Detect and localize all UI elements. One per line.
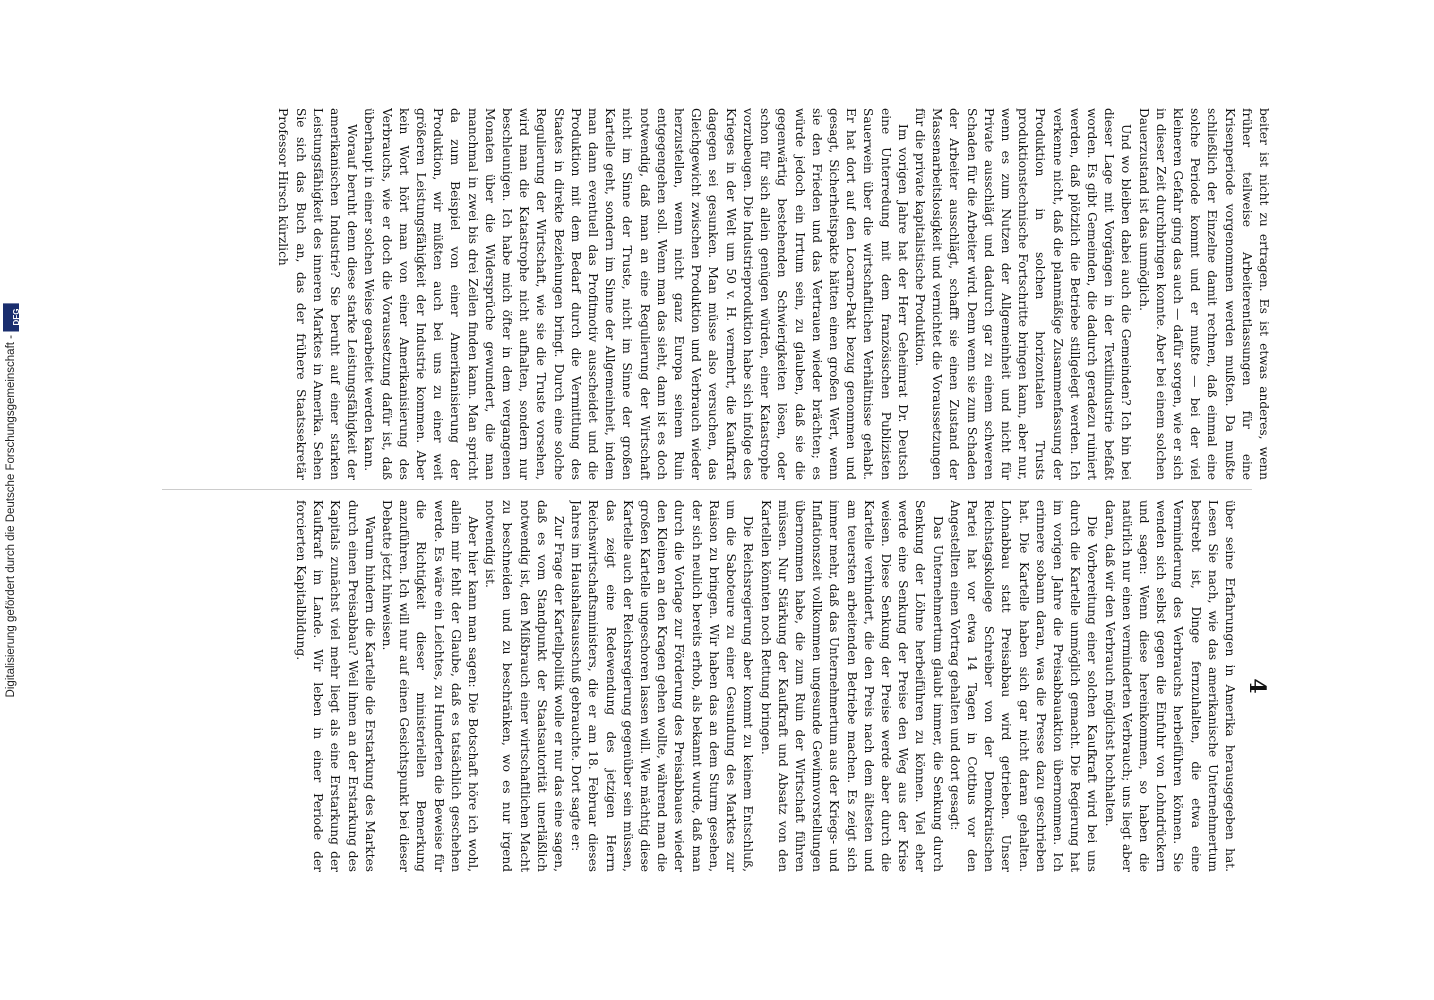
paragraph: Im vorigen Jahre hat der Herr Geheimrat Dr. Deutsch eine Unterredung mit dem französischen Publizisten Sauerwein über die wirtschaftlichen Verhältnisse gehabt. Er hat dort auf den Locarno-Pakt bezug genommen und gesagt, Sicherheitspakte hätten einen großen Wert, wenn sie den Frieden und das Vertrauen wieder brächten; es würde jedoch ein Irrtum sein, zu glauben, daß sie die gegenwärtig bestehenden Schwierigkeiten lösen, oder schon für sich allein genügen würden, einer Katastrophe vorzubeugen. Die Industrieproduktion habe sich infolge des Krieges in der Welt um 50 v. H. vermehrt, die Kaufkraft dagegen sei gesunken. Man müsse also versuchen, das Gleichgewicht zwischen Produktion und Verbrauch wieder herzustellen, wenn nicht ganz Europa seinem Ruin entgegengehen soll. Wenn man das sieht, dann ist es doch notwendig, daß man an eine Regulierung der Wirtschaft nicht im Sinne der Truste, nicht im Sinne der großen Kartelle geht, sondern im Sinne der Allgemeinheit, indem man dann eventuell das Profitmotiv ausscheidet und die Produktion mit dem Bedarf durch die Vermittlung des Staates in direkte Beziehungen bringt. Durch eine solche Regulierung der Wirtschaft, wie sie die Truste vorsehen, wird man die Katastrophe nicht aufhalten, sondern nur beschleunigen. Ich habe mich öfter in dem vergangenen Monaten über die Widersprüche gewundert, die man manchmal in zwei bis drei Zeilen finden kann. Man spricht da zum Beispiel von einer Amerikanisierung der Produktion, wir müßten auch bei uns zu einer weit größeren Leistungsfähigkeit der Industrie kommen. Aber kein Wort hört man von einer Amerikanisierung des Verbrauchs, wie er doch die Voraussetzung dafür ist, daß überhaupt in einer solchen Weise gearbeitet werden kann. <box>362 108 910 480</box>
paragraph: Die Reichsregierung aber kommt zu keinem Entschluß, um die Saboteure zu einer Gesundung des Marktes zur Raison zu bringen. Wir haben das an dem Sturm gesehen, der sich neulich bereits erhob, als bekannt wurde, daß man durch die Vorlage zur Förderung des Preisabbaues wieder den Kleinen an den Kragen gehen wollte, während man die großen Kartelle ungeschoren lassen will. Wie mächtig diese Kartelle auch der Reichsregierung gegenüber sein müssen, das zeigt eine Redewendung des jetzigen Herrn Reichswirtschaftsministers, die er am 18. Februar dieses Jahres im Haushaltsausschuß gebrauchte. Dort sagte er: <box>569 500 756 872</box>
paragraph: Und wo bleiben dabei auch die Gemeinden? Ich bin bei dieser Lage mit Vorgängen in der Textilindustrie befaßt worden. Es gibt Gemeinden, die dadurch geradezu ruiniert werden, daß plötzlich die Betriebe stillgelegt werden. Ich verkenne nicht, daß die planmäßige Zusammenfassung der Produktion in solchen horizontalen Trusts produktionstechnische Fortschritte bringen kann, aber nur, wenn es zum Nutzen der Allgemeinheit und nicht für Private ausschlägt und dadurch gar zu einem schweren Schaden für die Arbeiter wird. Denn wenn sie zum Schaden der Arbeiter ausschlägt, schafft sie einen Zustand der Massenarbeitslosigkeit und vernichtet die Voraussetzungen für die private kapitalistische Produktion. <box>912 108 1134 480</box>
digitization-credit <box>2 8 20 992</box>
right-column <box>147 500 1272 872</box>
paragraph: Das Unternehmertum glaubt immer, die Senkung durch Senkung der Löhne herbeiführen zu können. Viel eher werde eine Senkung der Preise den Weg aus der Krise weisen. Diese Senkung der Preise werde aber durch die Kartelle verhindert, die den Preis nach dem ältesten und am teuersten arbeitenden Betriebe machen. Es zeigt sich immer mehr, daß das Unternehmertum aus der Kriegs- und Inflationszeit vollkommen ungesunde Gewinnvorstellungen übernommen habe, die zum Ruin der Wirtschaft führen müssen. Nur Stärkung der Kaufkraft und Absatz von den Kartellen könnten noch Rettung bringen. <box>758 500 945 872</box>
paragraph: über seine Erfahrungen in Amerika herausgegeben hat. Lesen Sie nach, wie das amerikanische Unternehmertum bestrebt ist, Dinge fernzuhalten, die etwa eine Verminderung des Verbrauchs herbeiführen können. Sie wenden sich selbst gegen die Einfuhr von Lohndrückern und sagen: Wenn diese hereinkommen, so haben die natürlich nur einen verminderten Verbrauch; uns liegt aber daran, daß wir den Verbrauch möglichst hochhalten. <box>1102 500 1237 872</box>
paragraph: Aber hier kann man sagen: Die Botschaft höre ich wohl, allein mir fehlt der Glaube, daß es tatsächlich geschehen werde. Es wäre ein Leichtes, zu Hunderten die Beweise für die Richtigkeit dieser ministeriellen Bemerkung anzuführen. Ich will nur auf einen Gesichtspunkt bei dieser Debatte jetzt hinweisen. <box>380 500 481 872</box>
page-number: 4 <box>1244 678 1270 694</box>
left-column <box>147 108 1272 480</box>
paragraph: beiter ist nicht zu ertragen. Es ist etwas anderes, wenn früher teilweise Arbeiterentlassungen für eine Krisenperiode vorgenommen werden mußten. Da mußte schließlich der Einzelne damit rechnen, daß einmal eine solche Periode kommt und er mußte — bei der viel kleineren Gefahr ging das auch — dafür sorgen, wie er sich in dieser Zeit durchbringen konnte. Aber bei einem solchen Dauerzustand ist das unmöglich. <box>1136 108 1271 480</box>
paragraph: Worauf beruht denn diese starke Leistungsfähigkeit der amerikanischen Industrie? Sie beruht auf einer starken Leistungsfähigkeit des inneren Marktes in Amerika. Sehen Sie sich das Buch an, das der frühere Staatssekretär Professor Hirsch kürzlich <box>276 108 360 480</box>
right-column-body <box>292 500 1238 872</box>
paragraph: Warum hindern die Kartelle die Erstarkung des Marktes durch einen Preisabbau? Weil ihnen an der Erstarkung des Kapitals zunächst viel mehr liegt als eine Erstarkung der Kaufkraft im Lande. Wir leben in einer Periode der forcierten Kapitalbildung. <box>294 500 377 872</box>
paragraph: Zur Frage der Kartellpolitik wolle er nur das eine sagen, daß es vom Standpunkt der Staatsautorität unerläßlich notwendig ist, den Mißbrauch einer wirtschaftlichen Macht zu beschneiden und zu beschränken, wo es nur irgend notwendig ist. <box>483 500 567 872</box>
dfg-logo-icon: DFG <box>3 303 19 331</box>
credit-text: Digitalisierung gefördert durch die Deutsche Forschungsgemeinschaft - <box>5 334 17 698</box>
rotated-page <box>132 100 1282 890</box>
paragraph: Die Vorbereitung einer solchen Kaufkraft wird bei uns durch die Kartelle unmöglich gemacht. Die Regierung hat im vorigen Jahre die Preisabbauaktion übernommen. Ich erinnere sobann daran, was die Presse dazu geschrieben hat. Die Kartelle haben sich gar nicht daran gehalten. Lohnabbau statt Preisabbau wird getrieben. Unser Reichstagskollege Schreiber von der Demokratischen Partei hat vor etwa 14 Tagen in Cottbus vor den Angestellten einen Vortrag gehalten und dort gesagt: <box>947 500 1100 872</box>
column-divider <box>162 489 1252 490</box>
